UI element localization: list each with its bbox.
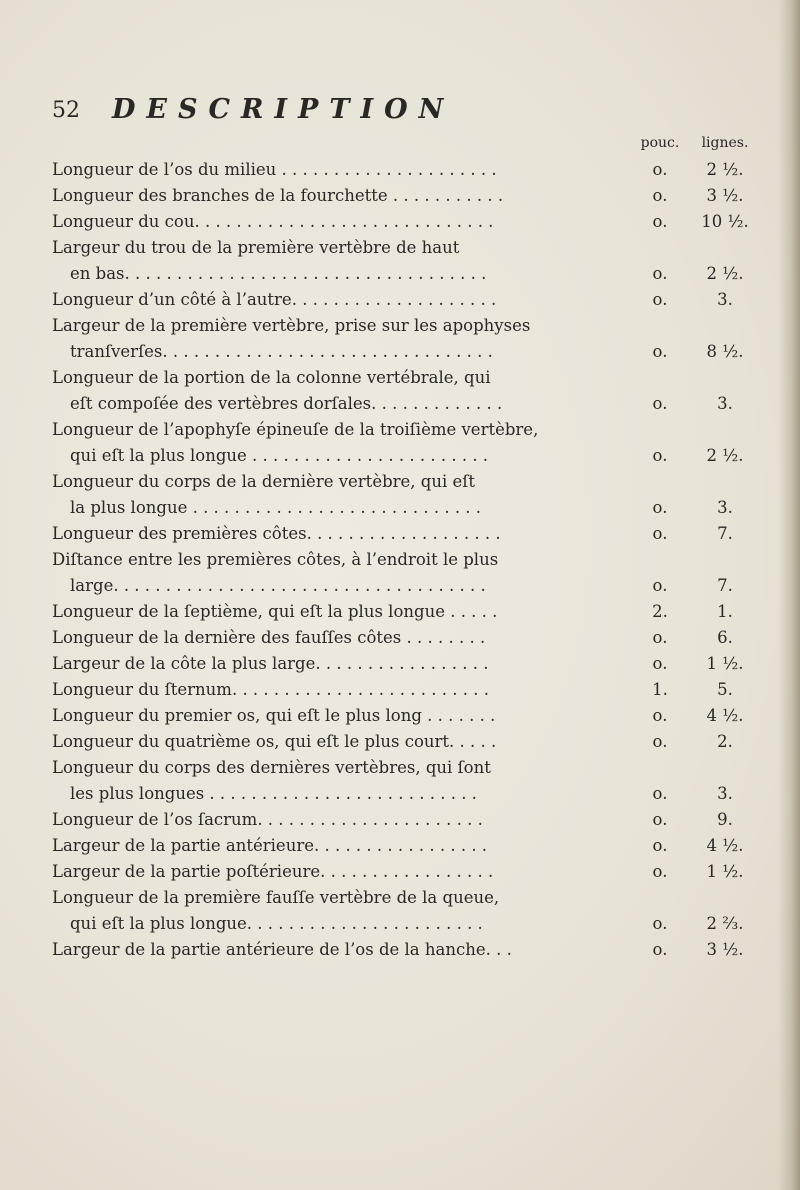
label-line: Longueur de l’apophyſe épineuſe de la troiſième vertèbre, [52,420,539,439]
lignes-value: 4 ½. [706,836,744,855]
lignes-value: 7. [717,576,733,595]
lignes-value: 1. [717,602,733,621]
table-row [0,365,800,417]
label-line: Largeur de la partie antérieure de l’os de la hanche. . . [52,940,512,959]
label-line: Longueur des premières côtes. . . . . . . . . . . . . . . . . . . [52,524,501,543]
pouces-value: o. [652,394,668,413]
lignes-value: 2 ⅔. [706,914,744,933]
measurement-label [52,287,630,313]
label-line: Longueur de la première fauſſe vertèbre de la queue, [52,888,500,907]
measurement-label [52,651,630,677]
lignes-value: 10 ½. [701,212,749,231]
measurement-label [52,937,630,963]
lignes-value: 3 ½. [706,186,744,205]
running-title: DESCRIPTION [112,94,455,125]
label-line: les plus longues . . . . . . . . . . . . . . . . . . . . . . . . . . [70,784,477,803]
lignes-value: 3. [717,290,733,309]
page-number: 52 [52,98,80,123]
lignes-value: 6. [717,628,733,647]
lignes-value: 2 ½. [706,160,744,179]
measurement-label [52,365,630,417]
pouces-value: o. [652,498,668,517]
table-row [0,235,800,287]
page-header [52,94,672,134]
pouces-value: o. [652,836,668,855]
pouces-value: 2. [652,602,668,621]
lignes-value: 1 ½. [706,654,744,673]
label-line: tranſverſes. . . . . . . . . . . . . . . . . . . . . . . . . . . . . . . . [70,342,493,361]
measurement-label [52,807,630,833]
lignes-value: 1 ½. [706,862,744,881]
table-row [0,859,800,885]
measurement-label [52,521,630,547]
label-line: Largeur de la première vertèbre, prise sur les apophyses [52,316,531,335]
label-line: Largeur du trou de la première vertèbre de haut [52,238,460,257]
table-row [0,677,800,703]
label-line: Diſtance entre les premières côtes, à l’endroit le plus [52,550,499,569]
lignes-value: 2 ½. [706,446,744,465]
label-line: Longueur du ſternum. . . . . . . . . . . . . . . . . . . . . . . . . [52,680,489,699]
table-row [0,833,800,859]
table-row [0,287,800,313]
label-line: Longueur du cou. . . . . . . . . . . . . . . . . . . . . . . . . . . . . [52,212,494,231]
table-row [0,625,800,651]
label-line: qui eſt la plus longue . . . . . . . . . . . . . . . . . . . . . . . [70,446,489,465]
pouces-value: o. [652,290,668,309]
lignes-value: 3 ½. [706,940,744,959]
pouces-value: o. [652,160,668,179]
measurement-label [52,703,630,729]
pouces-value: 1. [652,680,668,699]
label-line: Largeur de la côte la plus large. . . . . . . . . . . . . . . . . [52,654,489,673]
column-headers [0,135,800,155]
pouces-value: o. [652,342,668,361]
label-line: Longueur de la ſeptième, qui eſt la plus longue . . . . . [52,602,498,621]
label-line: Longueur de l’os ſacrum. . . . . . . . . . . . . . . . . . . . . . [52,810,483,829]
label-line: Longueur de la dernière des fauſſes côtes . . . . . . . . [52,628,486,647]
lignes-value: 2. [717,732,733,751]
label-line: en bas. . . . . . . . . . . . . . . . . . . . . . . . . . . . . . . . . . . [70,264,487,283]
measurement-label [52,755,630,807]
table-row [0,521,800,547]
lignes-value: 9. [717,810,733,829]
table-row [0,729,800,755]
measurement-label [52,157,630,183]
table-row [0,755,800,807]
column-header-pouces: pouc. [640,135,680,151]
lignes-value: 3. [717,394,733,413]
label-line: qui eſt la plus longue. . . . . . . . . . . . . . . . . . . . . . . [70,914,483,933]
measurement-label [52,209,630,235]
lignes-value: 8 ½. [706,342,744,361]
measurement-label [52,859,630,885]
measurement-label [52,833,630,859]
pouces-value: o. [652,576,668,595]
table-row [0,417,800,469]
label-line: Longueur d’un côté à l’autre. . . . . . . . . . . . . . . . . . . . [52,290,497,309]
measurement-label [52,625,630,651]
column-header-lignes: lignes. [701,135,749,151]
measurement-label [52,885,630,937]
lignes-value: 3. [717,784,733,803]
label-line: Longueur du corps de la dernière vertèbre, qui eſt [52,472,475,491]
table-row [0,807,800,833]
pouces-value: o. [652,706,668,725]
pouces-value: o. [652,914,668,933]
measurement-label [52,183,630,209]
measurement-label [52,469,630,521]
pouces-value: o. [652,784,668,803]
label-line: Longueur des branches de la fourchette . . . . . . . . . . . [52,186,504,205]
label-line: Largeur de la partie poſtérieure. . . . . . . . . . . . . . . . . [52,862,494,881]
lignes-value: 4 ½. [706,706,744,725]
label-line: Largeur de la partie antérieure. . . . . . . . . . . . . . . . . [52,836,488,855]
pouces-value: o. [652,940,668,959]
measurement-table [0,157,800,963]
pouces-value: o. [652,264,668,283]
label-line: la plus longue . . . . . . . . . . . . . . . . . . . . . . . . . . . . [70,498,482,517]
measurement-label [52,235,630,287]
lignes-value: 3. [717,498,733,517]
table-row [0,469,800,521]
label-line: Longueur du premier os, qui eſt le plus long . . . . . . . [52,706,496,725]
pouces-value: o. [652,862,668,881]
table-row [0,183,800,209]
table-row [0,313,800,365]
measurement-label [52,599,630,625]
label-line: large. . . . . . . . . . . . . . . . . . . . . . . . . . . . . . . . . . . . [70,576,486,595]
table-row [0,937,800,963]
pouces-value: o. [652,654,668,673]
pouces-value: o. [652,212,668,231]
label-line: Longueur du corps des dernières vertèbres, qui ſont [52,758,491,777]
table-row [0,703,800,729]
label-line: Longueur de l’os du milieu . . . . . . . . . . . . . . . . . . . . . [52,160,497,179]
label-line: Longueur du quatrième os, qui eſt le plus court. . . . . [52,732,497,751]
lignes-value: 2 ½. [706,264,744,283]
table-row [0,209,800,235]
pouces-value: o. [652,732,668,751]
measurement-label [52,677,630,703]
label-line: Longueur de la portion de la colonne vertébrale, qui [52,368,491,387]
table-row [0,547,800,599]
pouces-value: o. [652,628,668,647]
table-row [0,157,800,183]
table-row [0,599,800,625]
lignes-value: 7. [717,524,733,543]
measurement-label [52,313,630,365]
table-row [0,651,800,677]
lignes-value: 5. [717,680,733,699]
measurement-label [52,729,630,755]
measurement-label [52,547,630,599]
measurement-label [52,417,630,469]
pouces-value: o. [652,446,668,465]
table-row [0,885,800,937]
pouces-value: o. [652,186,668,205]
pouces-value: o. [652,524,668,543]
label-line: eſt compoſée des vertèbres dorſales. . . . . . . . . . . . . [70,394,503,413]
pouces-value: o. [652,810,668,829]
